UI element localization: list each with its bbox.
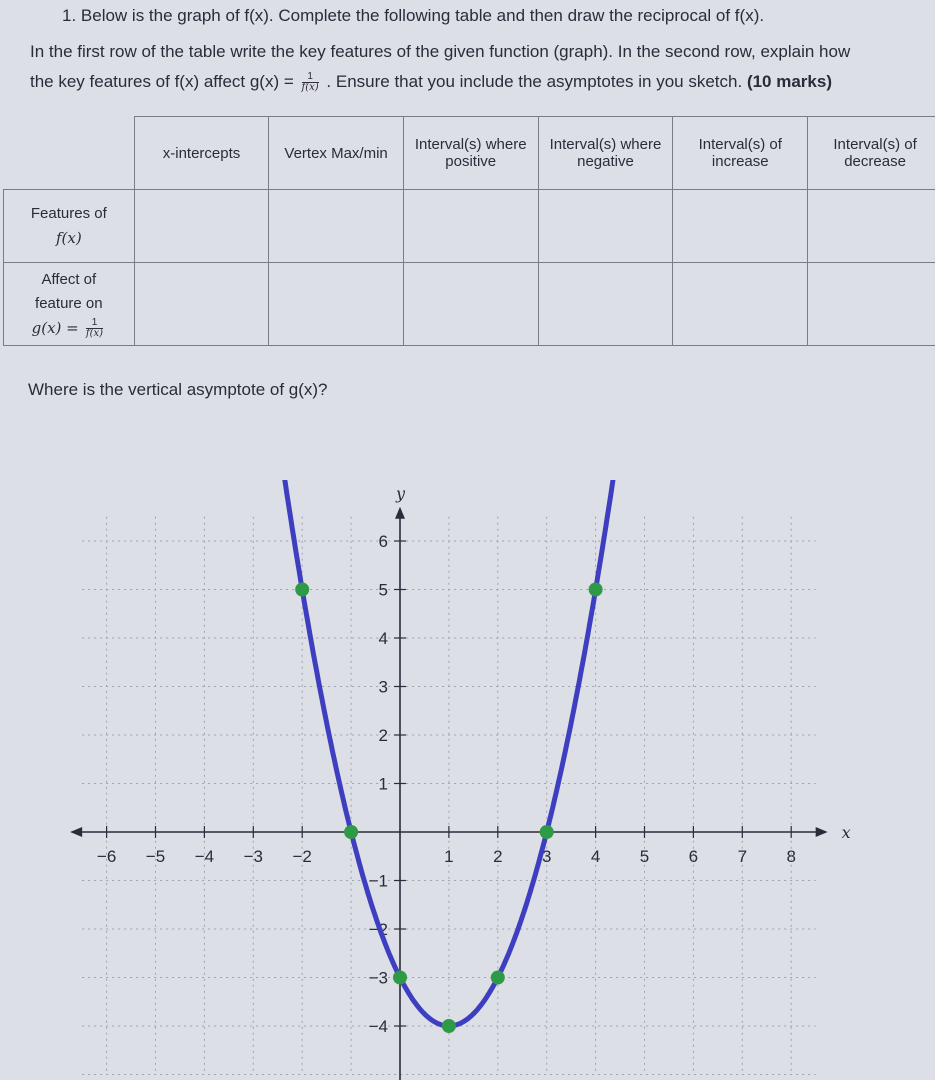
cell-features-decrease[interactable] bbox=[808, 190, 935, 263]
function-graph bbox=[0, 480, 935, 1080]
cell-affect-x-intercepts[interactable] bbox=[134, 263, 269, 346]
x-tick-label: −4 bbox=[194, 847, 215, 866]
cell-features-x-intercepts[interactable] bbox=[134, 190, 269, 263]
x-tick-label: 4 bbox=[590, 847, 601, 866]
question-text-3b: . Ensure that you include the asymptotes in you sketch. bbox=[326, 72, 743, 91]
asymptote-question: Where is the vertical asymptote of g(x)? bbox=[28, 380, 328, 399]
row-label-features-fx: f(x) bbox=[55, 229, 82, 247]
header-vertex: Vertex Max/min bbox=[269, 117, 403, 190]
cell-affect-vertex[interactable] bbox=[269, 263, 403, 346]
header-x-intercepts: x-intercepts bbox=[134, 117, 269, 190]
cell-affect-increase[interactable] bbox=[673, 263, 808, 346]
row-label-affect-formula bbox=[6, 316, 132, 341]
question-line-3 bbox=[30, 70, 920, 94]
x-tick-label: −2 bbox=[292, 847, 312, 866]
y-tick-label: 1 bbox=[378, 774, 388, 794]
data-point bbox=[393, 971, 407, 985]
header-increase: Interval(s) of increase bbox=[673, 117, 808, 190]
cell-features-vertex[interactable] bbox=[269, 190, 403, 263]
row-label-features bbox=[4, 190, 135, 263]
y-tick-label: 5 bbox=[378, 580, 388, 600]
cell-features-positive[interactable] bbox=[403, 190, 538, 263]
features-table bbox=[3, 116, 935, 346]
data-point bbox=[491, 971, 505, 985]
cell-affect-negative[interactable] bbox=[538, 263, 673, 346]
grid bbox=[82, 517, 816, 1075]
question-line-2 bbox=[30, 40, 920, 64]
x-axis-label: x bbox=[841, 823, 851, 842]
row-fraction-numerator: 1 bbox=[86, 318, 103, 329]
header-positive: Interval(s) where positive bbox=[403, 117, 538, 190]
y-tick-label: 4 bbox=[378, 629, 388, 648]
tick-labels bbox=[97, 532, 796, 1036]
question-text-2: In the first row of the table write the key features of the given function (graph). In the second row, explain how bbox=[30, 42, 851, 61]
y-tick-label: 2 bbox=[378, 726, 388, 745]
fraction-denominator: f(x) bbox=[301, 82, 319, 94]
data-point bbox=[295, 583, 309, 597]
row-label-affect-a: Affect of bbox=[41, 270, 97, 288]
x-tick-label: 1 bbox=[444, 847, 454, 866]
row-label-gx: g(x) = bbox=[31, 318, 79, 337]
question-line-1 bbox=[62, 4, 935, 28]
x-tick-label: −6 bbox=[96, 847, 117, 866]
y-tick-label: −4 bbox=[368, 1017, 388, 1036]
reciprocal-fraction bbox=[302, 72, 319, 93]
question-text-3a: the key features of f(x) affect g(x) = bbox=[30, 72, 294, 91]
marks-label: (10 marks) bbox=[746, 72, 832, 91]
y-tick-label: 3 bbox=[378, 677, 388, 697]
x-axis-left-arrow-icon bbox=[70, 827, 82, 837]
x-tick-label: −3 bbox=[243, 847, 263, 866]
header-negative: Interval(s) where negative bbox=[538, 117, 673, 190]
row-label-affect-b: feature on bbox=[35, 294, 103, 312]
cell-affect-positive[interactable] bbox=[403, 263, 538, 346]
row-label-fraction bbox=[86, 318, 103, 339]
x-tick-label: 5 bbox=[639, 847, 650, 866]
y-axis-arrow-icon bbox=[395, 507, 405, 519]
y-axis-label: y bbox=[396, 483, 406, 503]
x-axis-arrow-icon bbox=[816, 827, 828, 837]
x-tick-label: 7 bbox=[737, 847, 748, 866]
row-label-affect bbox=[4, 263, 135, 346]
cell-features-negative[interactable] bbox=[538, 190, 673, 263]
x-tick-label: 3 bbox=[541, 847, 552, 866]
data-point bbox=[442, 1019, 456, 1033]
y-tick-label: −3 bbox=[368, 968, 388, 988]
x-tick-label: −5 bbox=[145, 847, 166, 866]
cell-affect-decrease[interactable] bbox=[808, 263, 935, 346]
axes bbox=[70, 484, 851, 1080]
y-tick-label: −1 bbox=[368, 871, 388, 891]
x-tick-label: 6 bbox=[688, 847, 699, 866]
x-tick-label: 2 bbox=[493, 847, 503, 866]
cell-features-increase[interactable] bbox=[673, 190, 808, 263]
data-point bbox=[589, 583, 603, 597]
question-text-1: 1. Below is the graph of f(x). Complete the following table and then draw the reciprocal of f(x). bbox=[62, 6, 765, 25]
y-tick-label: 6 bbox=[378, 532, 388, 551]
data-point bbox=[540, 825, 554, 839]
row-fraction-denominator: f(x) bbox=[85, 328, 104, 340]
x-tick-label: 8 bbox=[786, 847, 796, 866]
table-corner bbox=[4, 117, 135, 190]
data-point bbox=[344, 825, 358, 839]
fraction-numerator: 1 bbox=[302, 72, 319, 83]
header-decrease: Interval(s) of decrease bbox=[808, 117, 935, 190]
row-label-features-text: Features of bbox=[30, 205, 107, 222]
y-tick-label: −2 bbox=[368, 920, 388, 939]
